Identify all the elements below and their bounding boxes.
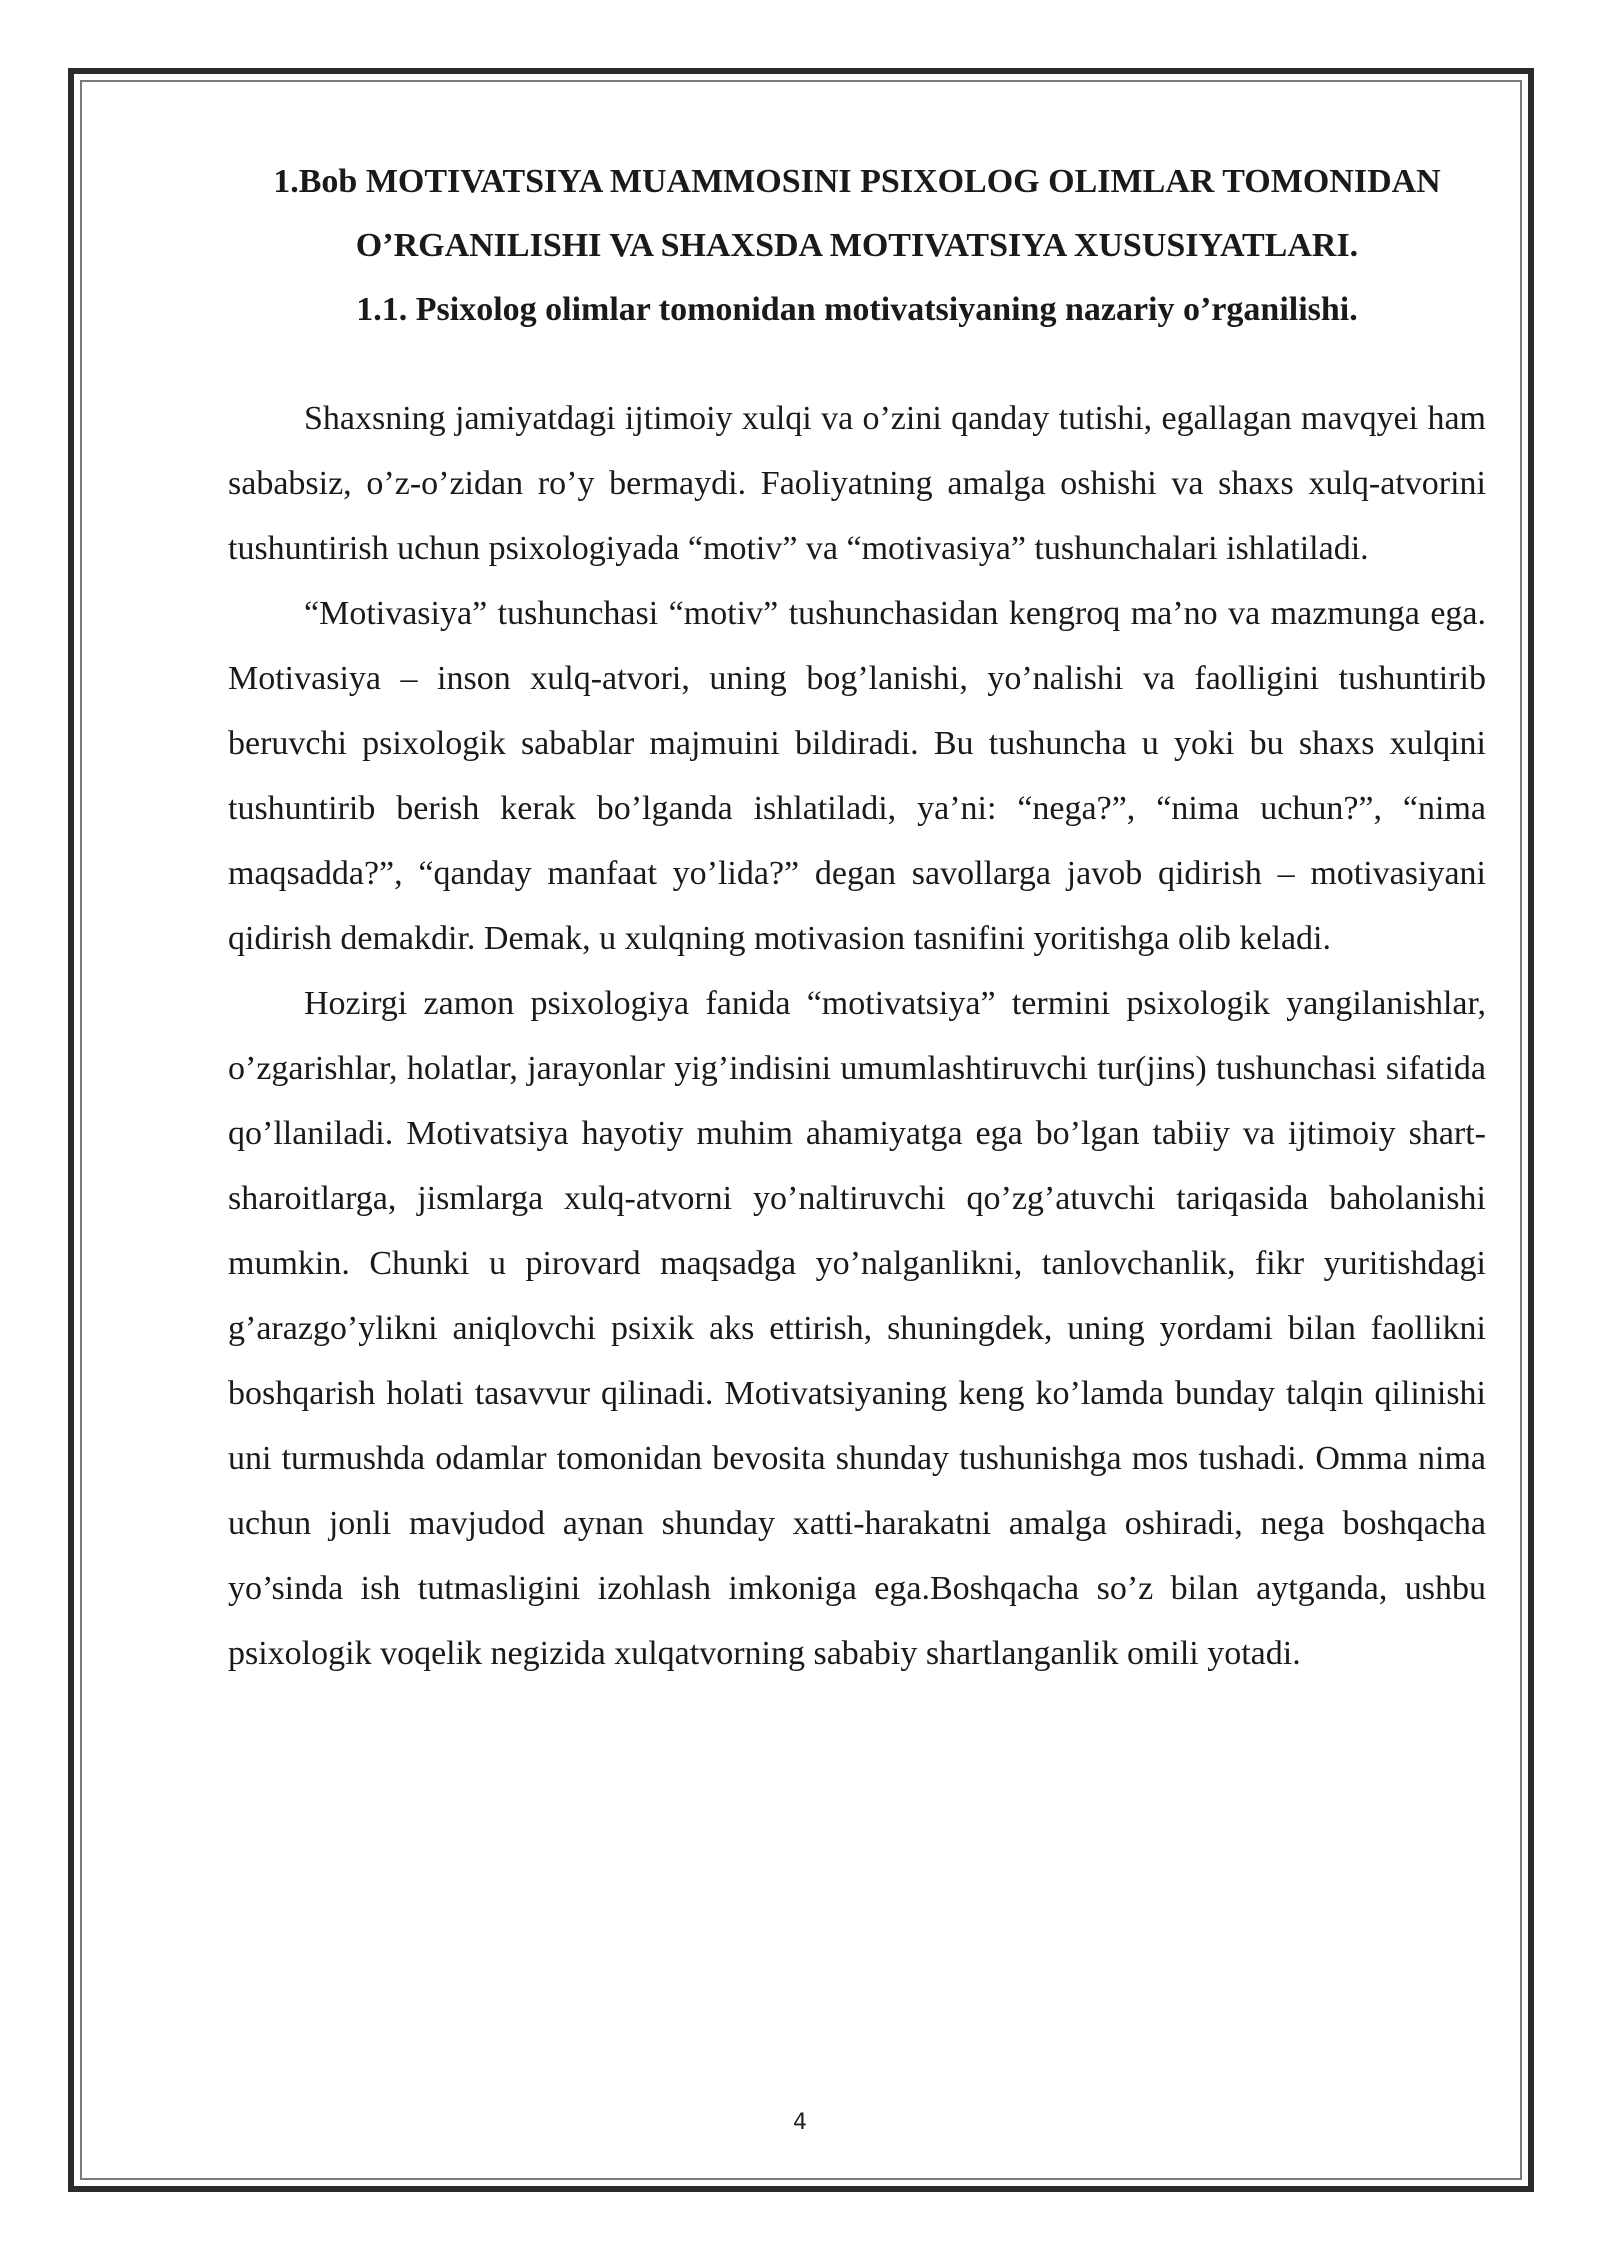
chapter-title: 1.Bob MOTIVATSIYA MUAMMOSINI PSIXOLOG OLIMLAR TOMONIDAN O’RGANILISHI VA SHAXSDA MOTIVATSIYA XUSUSIYATLARI.: [273, 163, 1441, 264]
page-content: [228, 150, 1486, 1686]
paragraph-3: Hozirgi zamon psixologiya fanida “motivatsiya” termini psixologik yangilanishlar, o’zgarishlar, holatlar, jarayonlar yig’indisini umumlashtiruvchi tur(jins) tushunchasi sifatida qo’llaniladi. Motivatsiya hayotiy muhim ahamiyatga ega bo’lgan tabiiy va ijtimoiy shart-sharoitlarga, jismlarga xulq-atvorni yo’naltiruvchi qo’zg’atuvchi tariqasida baholanishi mumkin. Chunki u pirovard maqsadga yo’nalganlikni, tanlovchanlik, fikr yuritishdagi g’arazgo’ylikni aniqlovchi psixik aks ettirish, shuningdek, uning yordami bilan faollikni boshqarish holati tasavvur qilinadi. Motivatsiyaning keng ko’lamda bunday talqin qilinishi uni turmushda odamlar tomonidan bevosita shunday tushunishga mos tushadi. Omma nima uchun jonli mavjudod aynan shunday xatti-harakatni amalga oshiradi, nega boshqacha yo’sinda ish tutmasligini izohlash imkoniga ega.Boshqacha so’z bilan aytganda, ushbu psixologik voqelik negizida xulqatvorning sababiy shartlanganlik omili yotadi.: [228, 985, 1486, 1672]
paragraph-1: Shaxsning jamiyatdagi ijtimoiy xulqi va o’zini qanday tutishi, egallagan mavqyei ham sababsiz, o’z-o’zidan ro’y bermaydi. Faoliyatning amalga oshishi va shaxs xulq-atvorini tushuntirish uchun psixologiyada “motiv” va “motivasiya” tushunchalari ishlatiladi.: [228, 400, 1486, 567]
page-number: 4: [793, 2110, 807, 2135]
section-title: 1.1. Psixolog olimlar tomonidan motivatsiyaning nazariy o’rganilishi.: [356, 291, 1358, 328]
paragraph-2: “Motivasiya” tushunchasi “motiv” tushunchasidan kengroq ma’no va mazmunga ega. Motivasiya – inson xulq-atvori, uning bog’lanishi, yo’nalishi va faolligini tushuntirib beruvchi psixologik sabablar majmuini bildiradi. Bu tushuncha u yoki bu shaxs xulqini tushuntirib berish kerak bo’lganda ishlatiladi, ya’ni: “nega?”, “nima uchun?”, “nima maqsadda?”, “qanday manfaat yo’lida?” degan savollarga javob qidirish – motivasiyani qidirish demakdir. Demak, u xulqning motivasion tasnifini yoritishga olib keladi.: [228, 595, 1486, 957]
